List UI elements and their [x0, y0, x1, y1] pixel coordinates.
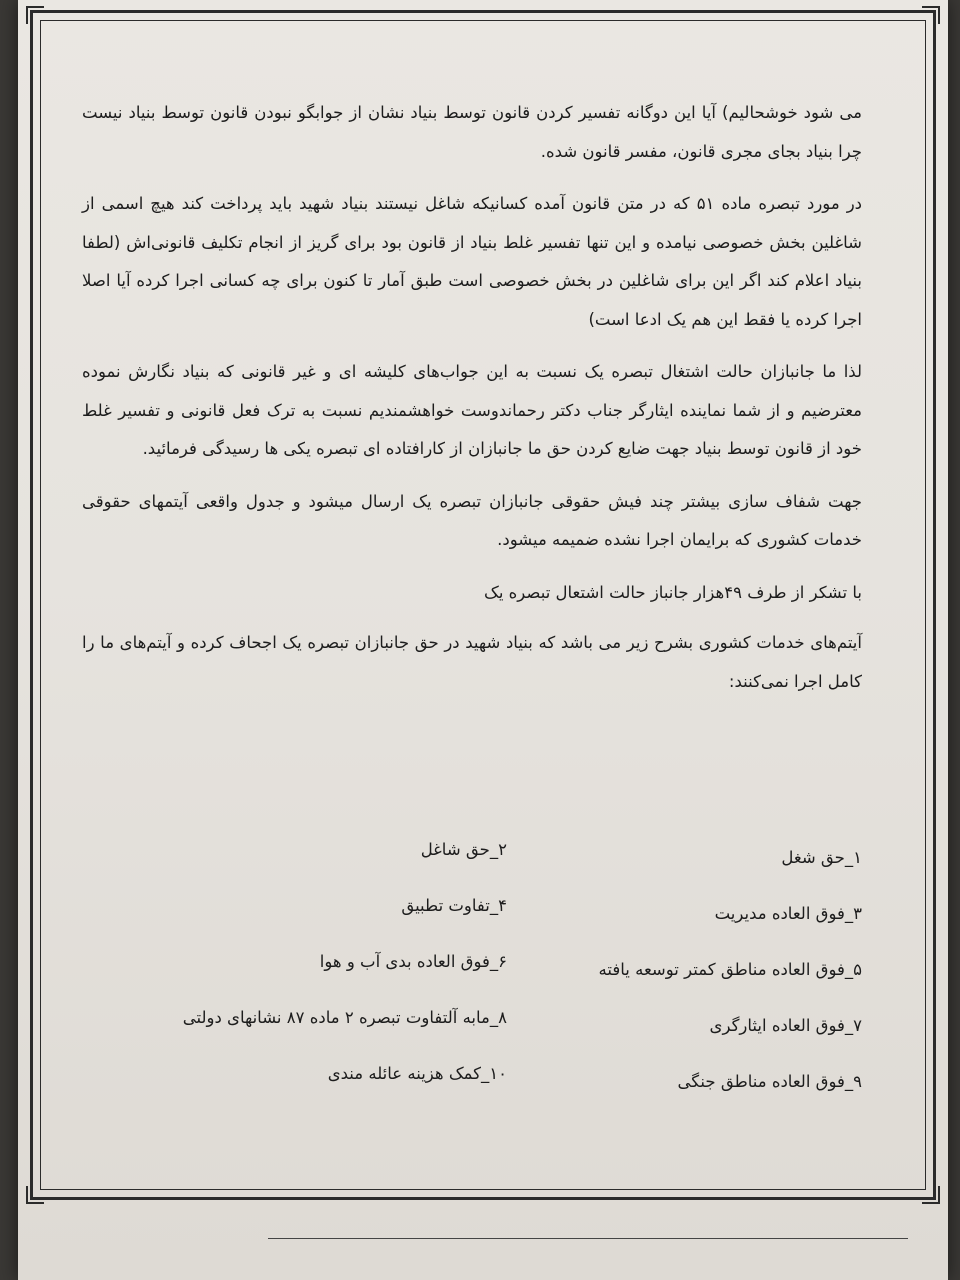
list-item — [82, 1006, 862, 1062]
item-text: ۸_مابه آلتفاوت تبصره ۲ ماده ۸۷ نشانهای دولتی — [182, 1008, 507, 1027]
paragraph-article-51: در مورد تبصره ماده ۵۱ که در متن قانون آمده کسانیکه شاغل نیستند بنیاد شهید باید پرداخت کند هیچ اسمی از شاغلین بخش خصوصی نیامده و این تنها تفسیر غلط بنیاد از قانون بود برای گریز از انجام تکلیف قانونی‌اش (لطفا بنیاد اعلام کند اگر این برای شاغلین در بخش خصوصی است طبق آمار تا کنون برای چه کسانی اجرا کرده آیا اصلا اجرا کرده یا فقط این هم یک ادعا است) — [82, 194, 863, 329]
list-item — [82, 894, 862, 950]
paragraph-objection: لذا ما جانبازان حالت اشتغال تبصره یک نسبت به این جواب‌های کلیشه ای و غیر قانونی که بنیاد نگارش نموده معترضیم و از شما نماینده ایثارگر جناب دکتر رحماندوست خواهشمندیم نسبت به ترک فعل قانونی و تفسیر غلط خود از قانون توسط بنیاد جهت ضایع کردن حق ما جانبازان از کارافتاده ای تبصره یکی ها رسیدگی فرمائید. — [82, 362, 862, 458]
border-corner-ornament — [26, 1186, 44, 1204]
item-text: ۷_فوق العاده ایثارگری — [709, 1016, 862, 1035]
item-text: ۳_فوق العاده مدیریت — [714, 904, 862, 923]
border-corner-ornament — [922, 6, 940, 24]
paragraph-transparency: جهت شفاف سازی بیشتر چند فیش حقوقی جانبازان تبصره یک ارسال میشود و جدول واقعی آیتمهای حقوقی خدمات کشوری که برایمان اجرا نشده ضمیمه میشود. — [82, 491, 862, 549]
item-text: ۱۰_کمک هزینه عائله مندی — [327, 1064, 507, 1083]
item-text: ۱_حق شغل — [781, 848, 862, 867]
footer-rule — [268, 1238, 908, 1239]
items-list — [82, 838, 862, 1118]
paragraph-thanks: با تشکر از طرف ۴۹هزار جانباز حالت اشتعال تبصره یک — [484, 582, 862, 602]
list-item — [82, 838, 862, 894]
letter-body — [82, 94, 862, 715]
list-item — [82, 1062, 862, 1118]
border-corner-ornament — [922, 1186, 940, 1204]
item-text: ۲_حق شاغل — [420, 840, 507, 859]
paragraph-items-intro: آیتم‌های خدمات کشوری بشرح زیر می باشد که بنیاد شهید در حق جانبازان تبصره یک اجحاف کرده و آیتم‌های ما را کامل اجرا نمی‌کنند: — [82, 633, 862, 691]
item-text: ۴_تفاوت تطبیق — [401, 896, 507, 915]
item-text: ۶_فوق العاده بدی آب و هوا — [319, 952, 507, 971]
list-item — [82, 950, 862, 1006]
paragraph-interpretation: می شود خوشحالیم) آیا این دوگانه تفسیر کردن قانون توسط بنیاد نشان از جوابگو نبودن قانون توسط بنیاد نیست چرا بنیاد بجای مجری قانون، مفسر قانون شده. — [82, 103, 862, 161]
border-corner-ornament — [26, 6, 44, 24]
item-text: ۹_فوق العاده مناطق جنگی — [677, 1072, 862, 1091]
item-text: ۵_فوق العاده مناطق کمتر توسعه یافته — [598, 960, 862, 979]
